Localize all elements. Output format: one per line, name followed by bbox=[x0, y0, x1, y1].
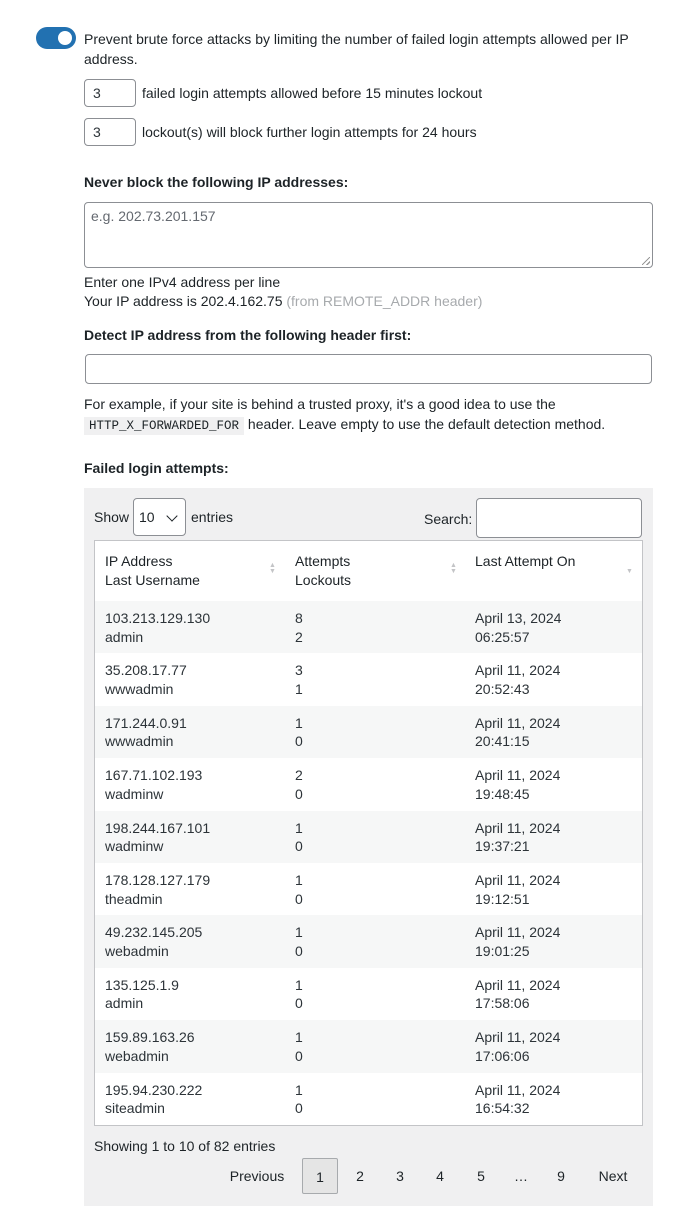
ip-cell bbox=[105, 819, 210, 856]
cell-attempts: 1 bbox=[295, 819, 303, 836]
chevron-down-icon bbox=[166, 510, 177, 521]
cell-user: wadminw bbox=[105, 838, 164, 855]
attempts-cell bbox=[295, 871, 303, 908]
column-attempts-label: Attempts bbox=[295, 553, 351, 569]
attempts-cell bbox=[295, 661, 303, 698]
detect-header-input[interactable] bbox=[85, 354, 652, 384]
cell-lockouts: 0 bbox=[295, 1047, 303, 1064]
your-ip-line bbox=[84, 292, 482, 311]
cell-attempts: 3 bbox=[295, 662, 303, 679]
ip-cell bbox=[105, 714, 187, 751]
cell-time: 20:52:43 bbox=[475, 680, 530, 697]
cell-attempts: 1 bbox=[295, 924, 303, 941]
failed-attempts-input[interactable]: 3 bbox=[84, 79, 136, 107]
lockouts-input[interactable]: 3 bbox=[84, 118, 136, 146]
table-row bbox=[95, 863, 642, 915]
last-attempt-cell bbox=[475, 819, 560, 856]
cell-date: April 11, 2024 bbox=[475, 976, 561, 993]
cell-lockouts: 0 bbox=[295, 942, 303, 959]
your-ip-text: Your IP address is 202.4.162.75 bbox=[84, 293, 283, 309]
never-block-placeholder: e.g. 202.73.201.157 bbox=[91, 208, 216, 224]
table-row bbox=[95, 915, 642, 967]
ip-cell bbox=[105, 609, 210, 646]
last-attempt-cell bbox=[475, 976, 560, 1013]
cell-ip: 135.125.1.9 bbox=[105, 976, 179, 993]
pagination-page-2[interactable]: 2 bbox=[356, 1168, 364, 1184]
cell-date: April 11, 2024 bbox=[475, 662, 561, 679]
cell-date: April 13, 2024 bbox=[475, 610, 562, 626]
cell-attempts: 8 bbox=[295, 610, 303, 626]
cell-date: April 11, 2024 bbox=[475, 767, 561, 784]
lockouts-label: lockout(s) will block further login attempts for 24 hours bbox=[142, 124, 477, 140]
cell-lockouts: 0 bbox=[295, 1100, 303, 1117]
last-attempt-cell bbox=[475, 714, 560, 751]
cell-time: 19:37:21 bbox=[475, 838, 530, 855]
last-attempt-cell bbox=[475, 871, 560, 908]
cell-time: 19:01:25 bbox=[475, 942, 530, 959]
failed-attempts-heading: Failed login attempts: bbox=[84, 460, 229, 476]
last-attempt-cell bbox=[475, 923, 560, 960]
cell-ip: 103.213.129.130 bbox=[105, 610, 211, 626]
attempts-cell bbox=[295, 1028, 303, 1065]
last-attempt-cell bbox=[475, 1081, 560, 1118]
table-row bbox=[95, 1073, 642, 1125]
table-row bbox=[95, 811, 642, 863]
cell-ip: 171.244.0.91 bbox=[105, 714, 187, 731]
cell-lockouts: 0 bbox=[295, 838, 303, 855]
cell-time: 17:58:06 bbox=[475, 995, 530, 1012]
cell-ip: 167.71.102.193 bbox=[105, 767, 203, 784]
pagination-page-1[interactable]: 1 bbox=[302, 1158, 338, 1194]
cell-user: theadmin bbox=[105, 890, 163, 907]
cell-time: 06:25:57 bbox=[475, 628, 530, 645]
attempts-cell bbox=[295, 923, 303, 960]
cell-user: siteadmin bbox=[105, 1100, 165, 1117]
cell-user: wwwadmin bbox=[105, 733, 174, 750]
table-row bbox=[95, 653, 642, 705]
pagination-page-4[interactable]: 4 bbox=[436, 1168, 444, 1184]
table-row bbox=[95, 706, 642, 758]
pagination-page-5[interactable]: 5 bbox=[477, 1168, 485, 1184]
table-search-input[interactable] bbox=[476, 498, 642, 538]
cell-user: wadminw bbox=[105, 785, 164, 802]
detect-help-after: header. Leave empty to use the default detection method. bbox=[247, 416, 606, 432]
detect-header-heading: Detect IP address from the following header first: bbox=[84, 327, 412, 343]
ip-cell bbox=[105, 976, 179, 1013]
cell-ip: 195.94.230.222 bbox=[105, 1081, 203, 1098]
column-ip-label: IP Address bbox=[105, 553, 173, 569]
search-label: Search: bbox=[424, 511, 473, 527]
cell-lockouts: 0 bbox=[295, 995, 303, 1012]
cell-attempts: 2 bbox=[295, 767, 303, 784]
cell-date: April 11, 2024 bbox=[475, 819, 561, 836]
cell-user: admin bbox=[105, 628, 144, 645]
pagination-next[interactable]: Next bbox=[598, 1168, 628, 1184]
attempts-cell bbox=[295, 1081, 303, 1118]
last-attempt-cell bbox=[475, 1028, 560, 1065]
table-row bbox=[95, 758, 642, 810]
brute-force-toggle[interactable] bbox=[36, 27, 76, 49]
cell-user: webadmin bbox=[105, 1047, 169, 1064]
cell-attempts: 1 bbox=[295, 976, 303, 993]
cell-date: April 11, 2024 bbox=[475, 872, 561, 888]
never-block-hint: Enter one IPv4 address per line bbox=[84, 274, 281, 290]
cell-ip: 178.128.127.179 bbox=[105, 872, 211, 888]
cell-attempts: 1 bbox=[295, 1081, 303, 1098]
pagination-previous[interactable]: Previous bbox=[229, 1168, 285, 1184]
ip-cell bbox=[105, 661, 187, 698]
toggle-knob bbox=[58, 31, 72, 45]
cell-date: April 11, 2024 bbox=[475, 1029, 561, 1046]
cell-ip: 49.232.145.205 bbox=[105, 924, 203, 941]
last-attempt-cell bbox=[475, 661, 560, 698]
last-attempt-cell bbox=[475, 609, 561, 646]
table-row bbox=[95, 1020, 642, 1072]
cell-time: 19:48:45 bbox=[475, 785, 530, 802]
cell-lockouts: 0 bbox=[295, 785, 303, 802]
ip-cell bbox=[105, 1028, 195, 1065]
forwarded-for-code: HTTP_X_FORWARDED_FOR bbox=[84, 417, 244, 435]
ip-cell bbox=[105, 1081, 202, 1118]
cell-user: admin bbox=[105, 995, 144, 1012]
entries-per-page-value: 10 bbox=[139, 509, 155, 525]
cell-ip: 35.208.17.77 bbox=[105, 662, 187, 679]
cell-attempts: 1 bbox=[295, 714, 303, 731]
table-header bbox=[95, 541, 642, 602]
sort-desc-icon: ▼ bbox=[626, 568, 633, 575]
ip-cell bbox=[105, 766, 202, 803]
detect-help-line1: For example, if your site is behind a trusted proxy, it's a good idea to use the bbox=[84, 396, 556, 412]
cell-ip: 198.244.167.101 bbox=[105, 819, 211, 836]
cell-time: 17:06:06 bbox=[475, 1047, 530, 1064]
pagination-page-3[interactable]: 3 bbox=[396, 1168, 404, 1184]
column-attempts-header[interactable] bbox=[295, 552, 351, 590]
pagination-ellipsis: … bbox=[514, 1168, 528, 1184]
column-last-attempt-header[interactable] bbox=[475, 552, 575, 571]
cell-date: April 11, 2024 bbox=[475, 714, 561, 731]
attempts-cell bbox=[295, 819, 303, 856]
column-lockouts-label: Lockouts bbox=[295, 572, 352, 588]
brute-force-description: Prevent brute force attacks by limiting the number of failed login attempts allowed per IP address. bbox=[84, 31, 629, 67]
failed-attempts-label: failed login attempts allowed before 15 minutes lockout bbox=[142, 85, 483, 101]
cell-lockouts: 0 bbox=[295, 733, 303, 750]
cell-time: 16:54:32 bbox=[475, 1100, 530, 1117]
cell-ip: 159.89.163.26 bbox=[105, 1029, 195, 1046]
failed-attempts-table bbox=[94, 540, 643, 1126]
column-last-attempt-label: Last Attempt On bbox=[475, 553, 576, 569]
attempts-cell bbox=[295, 976, 303, 1013]
table-row bbox=[95, 968, 642, 1020]
ip-cell bbox=[105, 871, 210, 908]
resize-handle-icon[interactable] bbox=[642, 257, 650, 265]
attempts-cell bbox=[295, 609, 303, 646]
never-block-heading: Never block the following IP addresses: bbox=[84, 174, 349, 190]
cell-date: April 11, 2024 bbox=[475, 1081, 561, 1098]
ip-cell bbox=[105, 923, 202, 960]
entries-per-page-select[interactable] bbox=[133, 498, 186, 536]
column-user-label: Last Username bbox=[105, 572, 200, 588]
cell-attempts: 1 bbox=[295, 1029, 303, 1046]
sort-both-icon: ▲ ▼ bbox=[450, 562, 457, 575]
column-ip-header[interactable] bbox=[105, 552, 200, 590]
table-info: Showing 1 to 10 of 82 entries bbox=[94, 1138, 276, 1154]
show-label: Show bbox=[94, 509, 130, 525]
pagination-page-9[interactable]: 9 bbox=[557, 1168, 565, 1184]
detect-help-line2 bbox=[84, 415, 664, 436]
cell-date: April 11, 2024 bbox=[475, 924, 561, 941]
cell-lockouts: 1 bbox=[295, 680, 303, 697]
cell-time: 19:12:51 bbox=[475, 890, 530, 907]
attempts-cell bbox=[295, 714, 303, 751]
your-ip-source: (from REMOTE_ADDR header) bbox=[286, 293, 483, 309]
last-attempt-cell bbox=[475, 766, 560, 803]
cell-user: webadmin bbox=[105, 942, 169, 959]
cell-lockouts: 0 bbox=[295, 890, 303, 907]
entries-label: entries bbox=[191, 509, 234, 525]
cell-lockouts: 2 bbox=[295, 628, 303, 645]
cell-user: wwwadmin bbox=[105, 680, 174, 697]
sort-both-icon: ▲ ▼ bbox=[269, 562, 276, 575]
table-row bbox=[95, 601, 642, 653]
cell-time: 20:41:15 bbox=[475, 733, 530, 750]
cell-attempts: 1 bbox=[295, 872, 303, 888]
attempts-cell bbox=[295, 766, 303, 803]
never-block-textarea[interactable] bbox=[84, 202, 653, 268]
